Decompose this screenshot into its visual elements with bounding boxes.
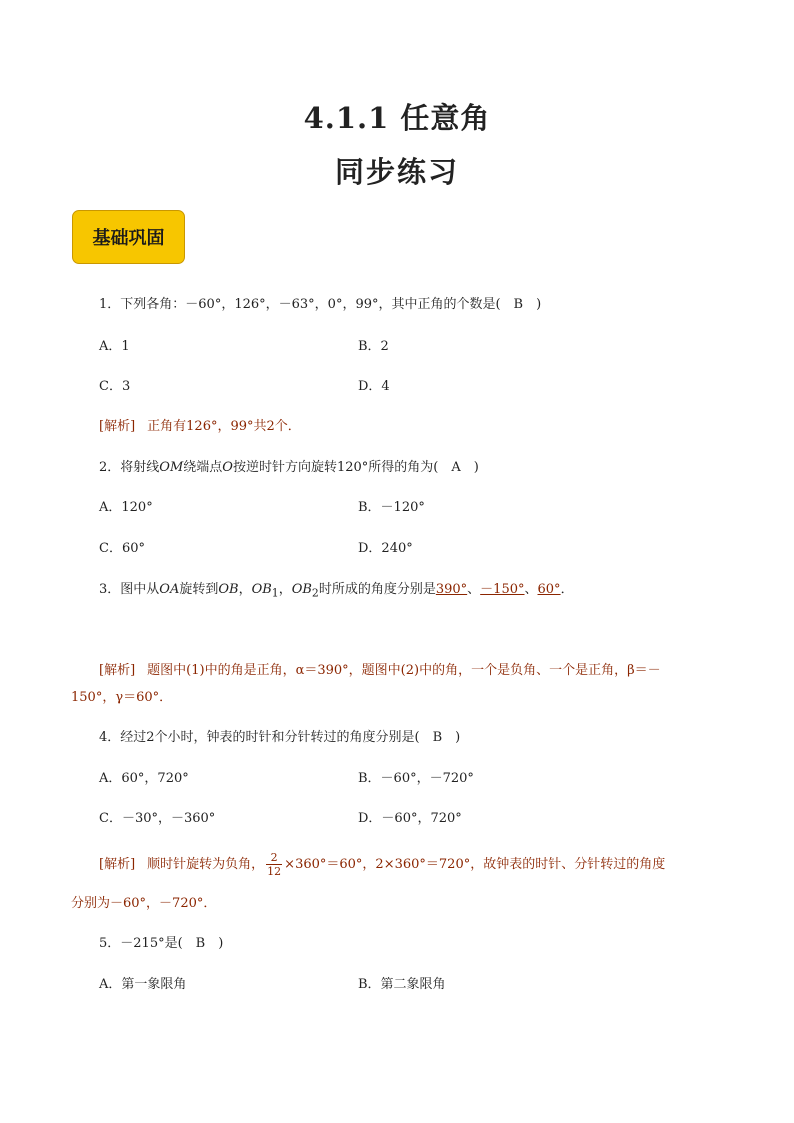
q3-ray-ob2: OB xyxy=(291,582,312,597)
q2-stem-part: 绕端点 xyxy=(183,460,223,475)
fraction-denominator: 12 xyxy=(267,865,282,878)
q4-analysis-text: 顺时针旋转为负角， xyxy=(147,857,265,872)
q1-option-d: D．4 xyxy=(358,379,390,394)
q5-option-a: A．第一象限角 xyxy=(99,977,187,992)
question-2-stem xyxy=(99,459,479,477)
q2-stem-part: 按逆时针方向旋转120°所得的角为( A ) xyxy=(232,460,479,475)
page-title: 4.1.1 任意角 xyxy=(303,101,491,135)
analysis-label: [解析] xyxy=(99,663,136,678)
section-badge: 基础巩固 xyxy=(72,210,185,264)
q3-ray-ob1: OB xyxy=(251,582,272,597)
q3-stem-end: ． xyxy=(560,582,574,597)
q2-point-o: O xyxy=(222,460,233,475)
page-subtitle: 同步练习 xyxy=(334,155,459,189)
q3-answer-3: 60° xyxy=(537,582,561,597)
q3-separator: 、 xyxy=(467,582,481,597)
q2-option-d: D．240° xyxy=(358,541,413,556)
q5-option-b: B．第二象限角 xyxy=(358,977,446,992)
q4-analysis-text: ×360°＝60°，2×360°＝720°，故钟表的时针、分针转过的角度 xyxy=(284,857,666,872)
question-4-stem: 4．经过2个小时，钟表的时针和分针转过的角度分别是( B ) xyxy=(99,730,461,745)
q3-subscript: 1 xyxy=(271,586,279,600)
q4-analysis xyxy=(99,851,665,878)
q3-ray-oa: OA xyxy=(159,582,180,597)
q3-separator: 、 xyxy=(524,582,538,597)
question-3-stem xyxy=(99,581,574,603)
q1-analysis-text: 正角有126°，99°共2个． xyxy=(147,419,301,434)
q3-ray-ob: OB xyxy=(218,582,239,597)
q1-option-b: B．2 xyxy=(358,339,389,354)
q4-option-b: B．－60°，－720° xyxy=(358,771,474,786)
analysis-label: [解析] xyxy=(99,419,136,434)
q3-stem-part: 旋转到 xyxy=(179,582,219,597)
q3-analysis-continued: 150°，γ＝60°． xyxy=(71,690,173,705)
q4-analysis-continued: 分别为－60°，－720°． xyxy=(71,896,217,911)
q3-answer-1: 390° xyxy=(435,582,468,597)
q3-separator: ， xyxy=(278,582,292,597)
q1-analysis xyxy=(99,418,301,436)
q3-analysis xyxy=(99,662,661,680)
q2-option-c: C．60° xyxy=(99,541,145,556)
q3-answer-2: －150° xyxy=(480,582,525,597)
q4-option-a: A．60°，720° xyxy=(99,771,189,786)
q4-option-d: D．－60°，720° xyxy=(358,811,462,826)
q4-option-c: C．－30°，－360° xyxy=(99,811,216,826)
question-5-stem: 5．－215°是( B ) xyxy=(99,936,224,951)
q3-stem-part: 3．图中从 xyxy=(99,582,160,597)
q2-stem-part: 2．将射线 xyxy=(99,460,160,475)
question-1-stem: 1．下列各角：－60°，126°，－63°，0°，99°，其中正角的个数是( B ) xyxy=(99,297,542,312)
analysis-label: [解析] xyxy=(99,857,136,872)
q2-ray-om: OM xyxy=(159,460,184,475)
q3-analysis-text: 题图中(1)中的角是正角，α＝390°，题图中(2)中的角，一个是负角、一个是正角，β＝－ xyxy=(147,663,661,678)
q3-subscript: 2 xyxy=(311,586,319,600)
fraction xyxy=(266,851,282,878)
q3-stem-part: 时所成的角度分别是 xyxy=(318,582,436,597)
fraction-numerator: 2 xyxy=(266,851,282,865)
q2-option-b: B．－120° xyxy=(358,500,425,515)
q3-separator: ， xyxy=(238,582,252,597)
q2-option-a: A．120° xyxy=(99,500,153,515)
q1-option-a: A．1 xyxy=(99,339,130,354)
q1-option-c: C．3 xyxy=(99,379,131,394)
